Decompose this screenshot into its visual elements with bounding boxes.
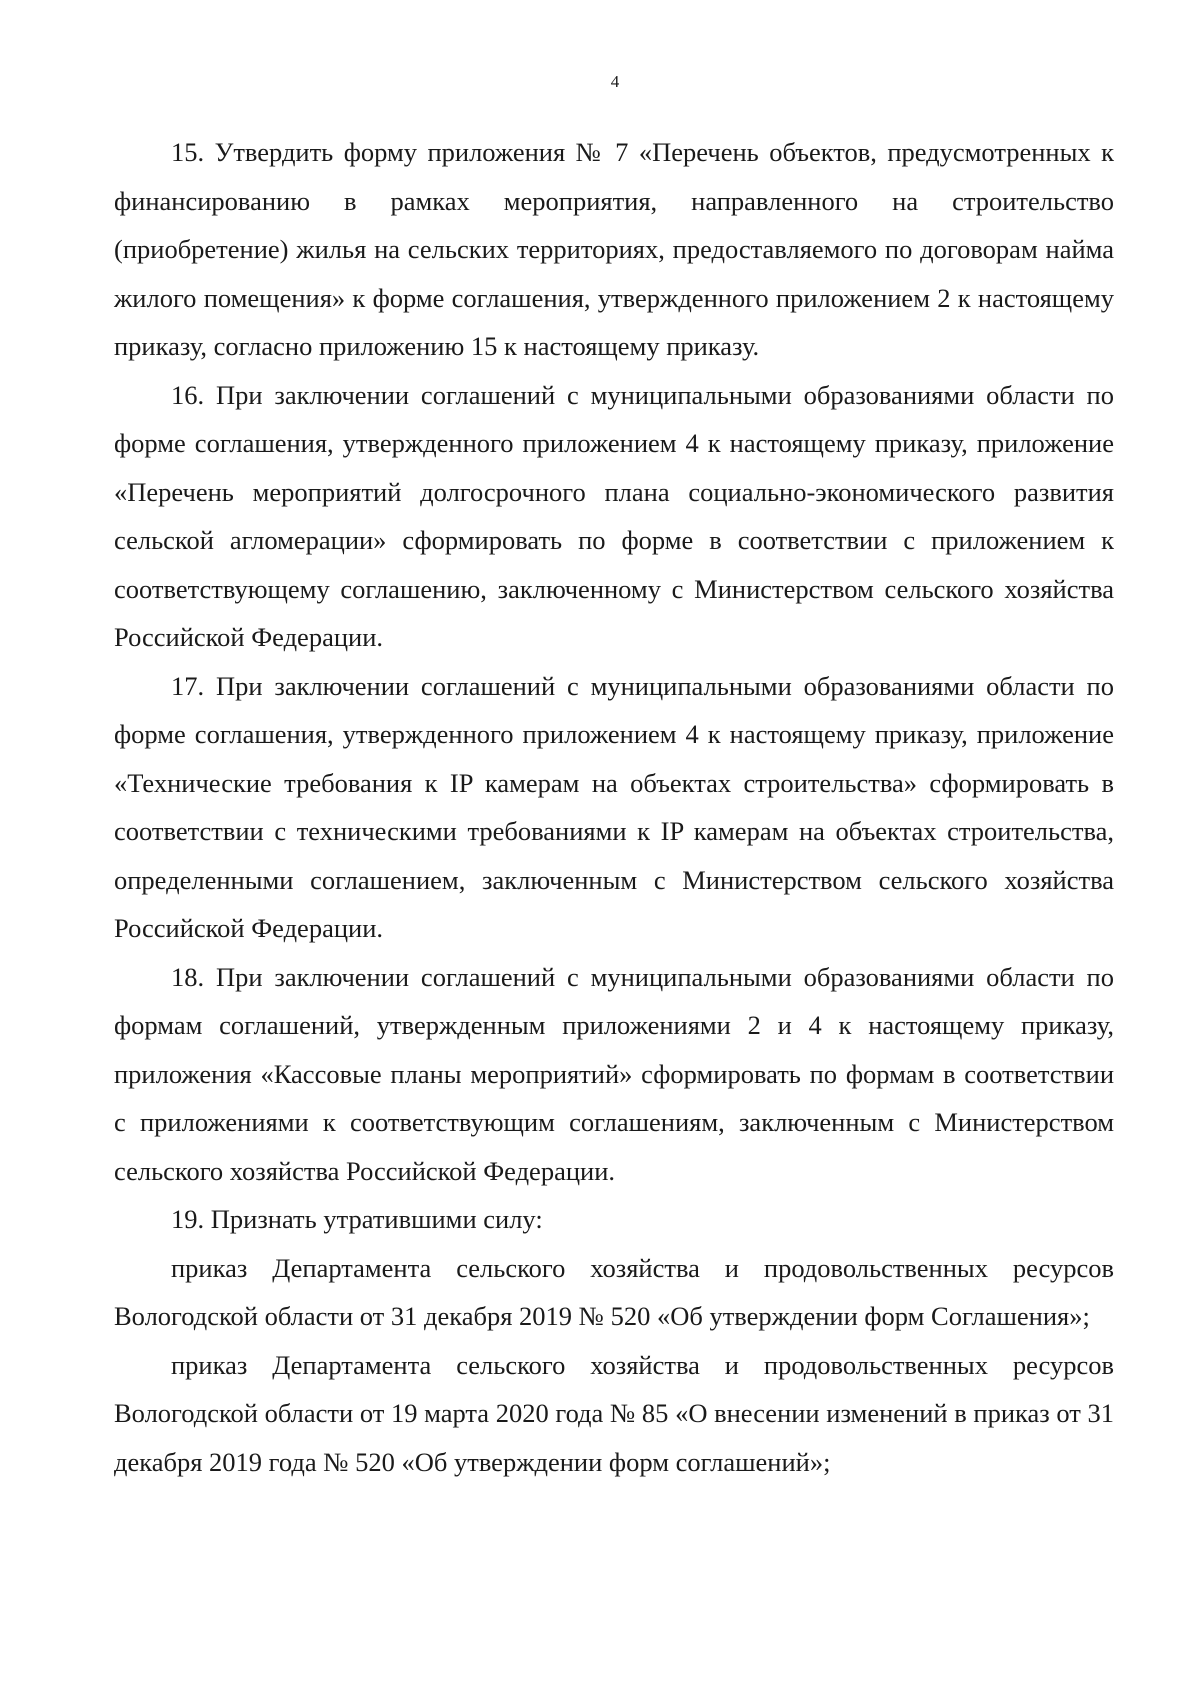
repealed-order-1: приказ Департамента сельского хозяйства и продовольственных ресурсов Вологодской области от 31 декабря 2019 № 520 «Об утверждении форм Соглашения»;	[114, 1252, 1114, 1331]
paragraph-17: 17. При заключении соглашений с муниципальными образованиями области по форме соглашения, утвержденного приложением 4 к настоящему приказу, приложение «Технические требования к IP камерам на объектах строительства» сформировать в соответствии с техническими требованиями к IP камерам на объектах строительства, определенными соглашением, заключенным с Министерством сельского хозяйства Российской Федерации.	[114, 670, 1114, 943]
document-body	[114, 128, 1114, 1486]
paragraph-19: 19. Признать утратившими силу:	[171, 1204, 543, 1234]
paragraph-16: 16. При заключении соглашений с муниципальными образованиями области по форме соглашения, утвержденного приложением 4 к настоящему приказу, приложение «Перечень мероприятий долгосрочного плана социально-экономического развития сельской агломерации» сформировать по форме в соответствии с приложением к соответствующему соглашению, заключенному с Министерством сельского хозяйства Российской Федерации.	[114, 379, 1114, 652]
paragraph-15: 15. Утвердить форму приложения № 7 «Перечень объектов, предусмотренных к финансированию в рамках мероприятия, направленного на строительство (приобретение) жилья на сельских территориях, предоставляемого по договорам найма жилого помещения» к форме соглашения, утвержденного приложением 2 к настоящему приказу, согласно приложению 15 к настоящему приказу.	[114, 137, 1114, 361]
page-number: 4	[610, 72, 620, 91]
paragraph-18: 18. При заключении соглашений с муниципальными образованиями области по формам соглашений, утвержденным приложениями 2 и 4 к настоящему приказу, приложения «Кассовые планы мероприятий» сформировать по формам в соответствии с приложениями к соответствующим соглашениям, заключенным с Министерством сельского хозяйства Российской Федерации.	[114, 961, 1114, 1186]
repealed-order-2: приказ Департамента сельского хозяйства и продовольственных ресурсов Вологодской области от 19 марта 2020 года № 85 «О внесении изменений в приказ от 31 декабря 2019 года № 520 «Об утверждении форм соглашений»;	[114, 1349, 1114, 1477]
